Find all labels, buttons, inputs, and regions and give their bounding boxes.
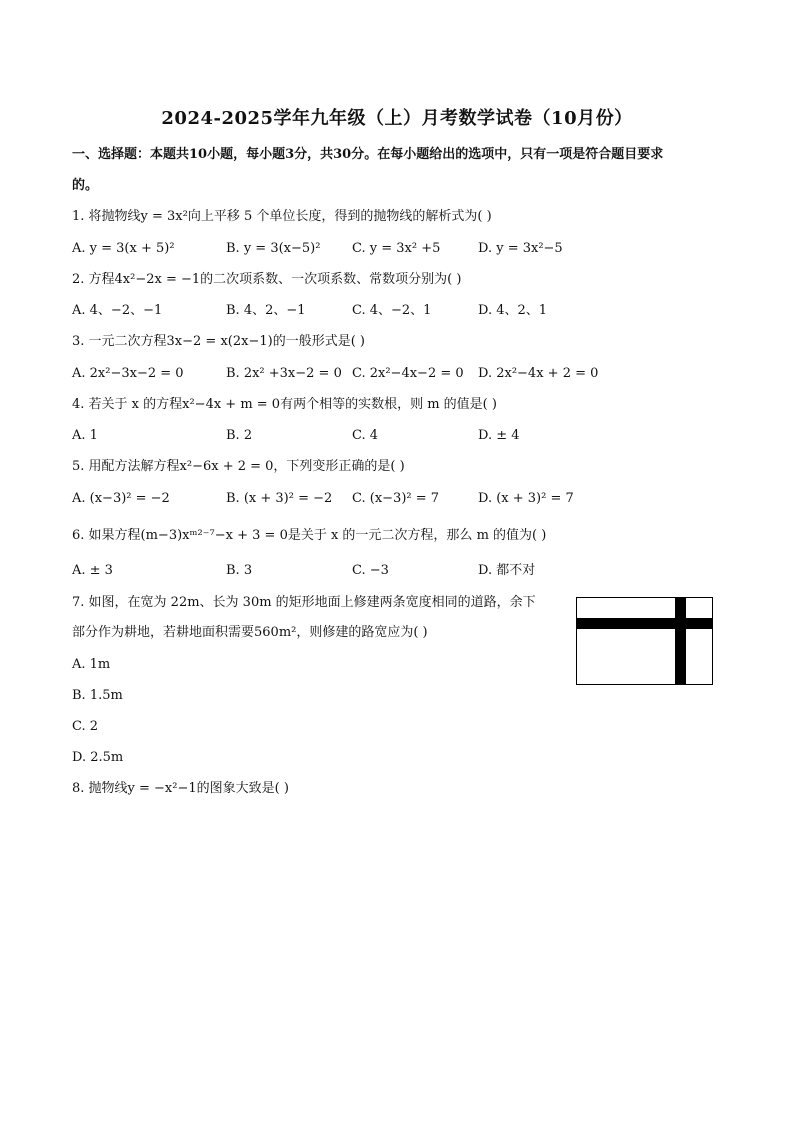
question-6-option-c[interactable]: C. −3: [352, 563, 389, 578]
question-6-option-d[interactable]: D. 都不对: [478, 563, 536, 578]
section-instructions-line2: 的。: [72, 178, 99, 193]
field-rectangle: [577, 598, 713, 685]
question-3-stem: 3. 一元二次方程3x−2 = x(2x−1)的一般形式是( ): [72, 334, 365, 349]
question-7-option-c[interactable]: C. 2: [72, 719, 99, 734]
question-6-options: [72, 562, 692, 580]
question-6-option-a[interactable]: A. ± 3: [72, 563, 113, 578]
question-7-option-d[interactable]: D. 2.5m: [72, 750, 124, 765]
question-5-option-d[interactable]: D. (x + 3)² = 7: [478, 491, 574, 506]
vertical-road: [675, 598, 686, 685]
question-5-option-b[interactable]: B. (x + 3)² = −2: [226, 491, 333, 506]
question-4-options: [72, 427, 692, 445]
question-1-option-c[interactable]: C. y = 3x² +5: [352, 241, 441, 256]
question-4-option-d[interactable]: D. ± 4: [478, 428, 520, 443]
question-4-option-b[interactable]: B. 2: [226, 428, 253, 443]
page-title: 2024-2025学年九年级（上）月考数学试卷（10月份）: [161, 108, 633, 129]
question-2-options: [72, 302, 692, 320]
question-2-option-d[interactable]: D. 4、2、1: [478, 303, 548, 318]
question-6-stem: 6. 如果方程(m−3)xᵐ²⁻⁷−x + 3 = 0是关于 x 的一元二次方程，那么 m 的值为( ): [72, 528, 547, 543]
section-instructions-line1: 一、选择题：本题共10小题，每小题3分，共30分。在每小题给出的选项中，只有一项是符合题目要求: [72, 147, 664, 162]
question-3-option-c[interactable]: C. 2x²−4x−2 = 0: [352, 366, 464, 381]
question-8-stem: 8. 抛物线y = −x²−1的图象大致是( ): [72, 781, 289, 796]
question-2-stem: 2. 方程4x²−2x = −1的二次项系数、一次项系数、常数项分别为( ): [72, 272, 462, 287]
question-5-option-a[interactable]: A. (x−3)² = −2: [72, 491, 170, 506]
question-4-option-a[interactable]: A. 1: [72, 428, 98, 443]
question-6-option-b[interactable]: B. 3: [226, 563, 253, 578]
question-2-option-c[interactable]: C. 4、−2、1: [352, 303, 432, 318]
question-7-option-a[interactable]: A. 1m: [72, 657, 111, 672]
horizontal-road: [577, 618, 713, 629]
question-3-options: [72, 365, 692, 383]
question-2-option-b[interactable]: B. 4、2、−1: [226, 303, 306, 318]
question-1-option-d[interactable]: D. y = 3x²−5: [478, 241, 563, 256]
question-7-stem-line1: 7. 如图，在宽为 22m、长为 30m 的矩形地面上修建两条宽度相同的道路，余下: [72, 595, 536, 610]
question-7-stem-line2: 部分作为耕地，若耕地面积需要560m²，则修建的路宽应为( ): [72, 625, 428, 640]
question-3-option-b[interactable]: B. 2x² +3x−2 = 0: [226, 366, 342, 381]
question-3-option-a[interactable]: A. 2x²−3x−2 = 0: [72, 366, 184, 381]
question-3-option-d[interactable]: D. 2x²−4x + 2 = 0: [478, 366, 599, 381]
question-2-option-a[interactable]: A. 4、−2、−1: [72, 303, 163, 318]
question-5-options: [72, 490, 692, 508]
question-1-option-b[interactable]: B. y = 3(x−5)²: [226, 241, 321, 256]
question-1-options: [72, 240, 692, 258]
question-5-option-c[interactable]: C. (x−3)² = 7: [352, 491, 440, 506]
question-7-road-figure: [576, 597, 713, 685]
question-7-option-b[interactable]: B. 1.5m: [72, 688, 123, 703]
question-4-option-c[interactable]: C. 4: [352, 428, 379, 443]
question-4-stem: 4. 若关于 x 的方程x²−4x + m = 0有两个相等的实数根，则 m 的值是( ): [72, 397, 497, 412]
question-1-option-a[interactable]: A. y = 3(x + 5)²: [72, 241, 175, 256]
question-1-stem: 1. 将抛物线y = 3x²向上平移 5 个单位长度，得到的抛物线的解析式为( ): [72, 209, 492, 224]
question-5-stem: 5. 用配方法解方程x²−6x + 2 = 0，下列变形正确的是( ): [72, 459, 405, 474]
